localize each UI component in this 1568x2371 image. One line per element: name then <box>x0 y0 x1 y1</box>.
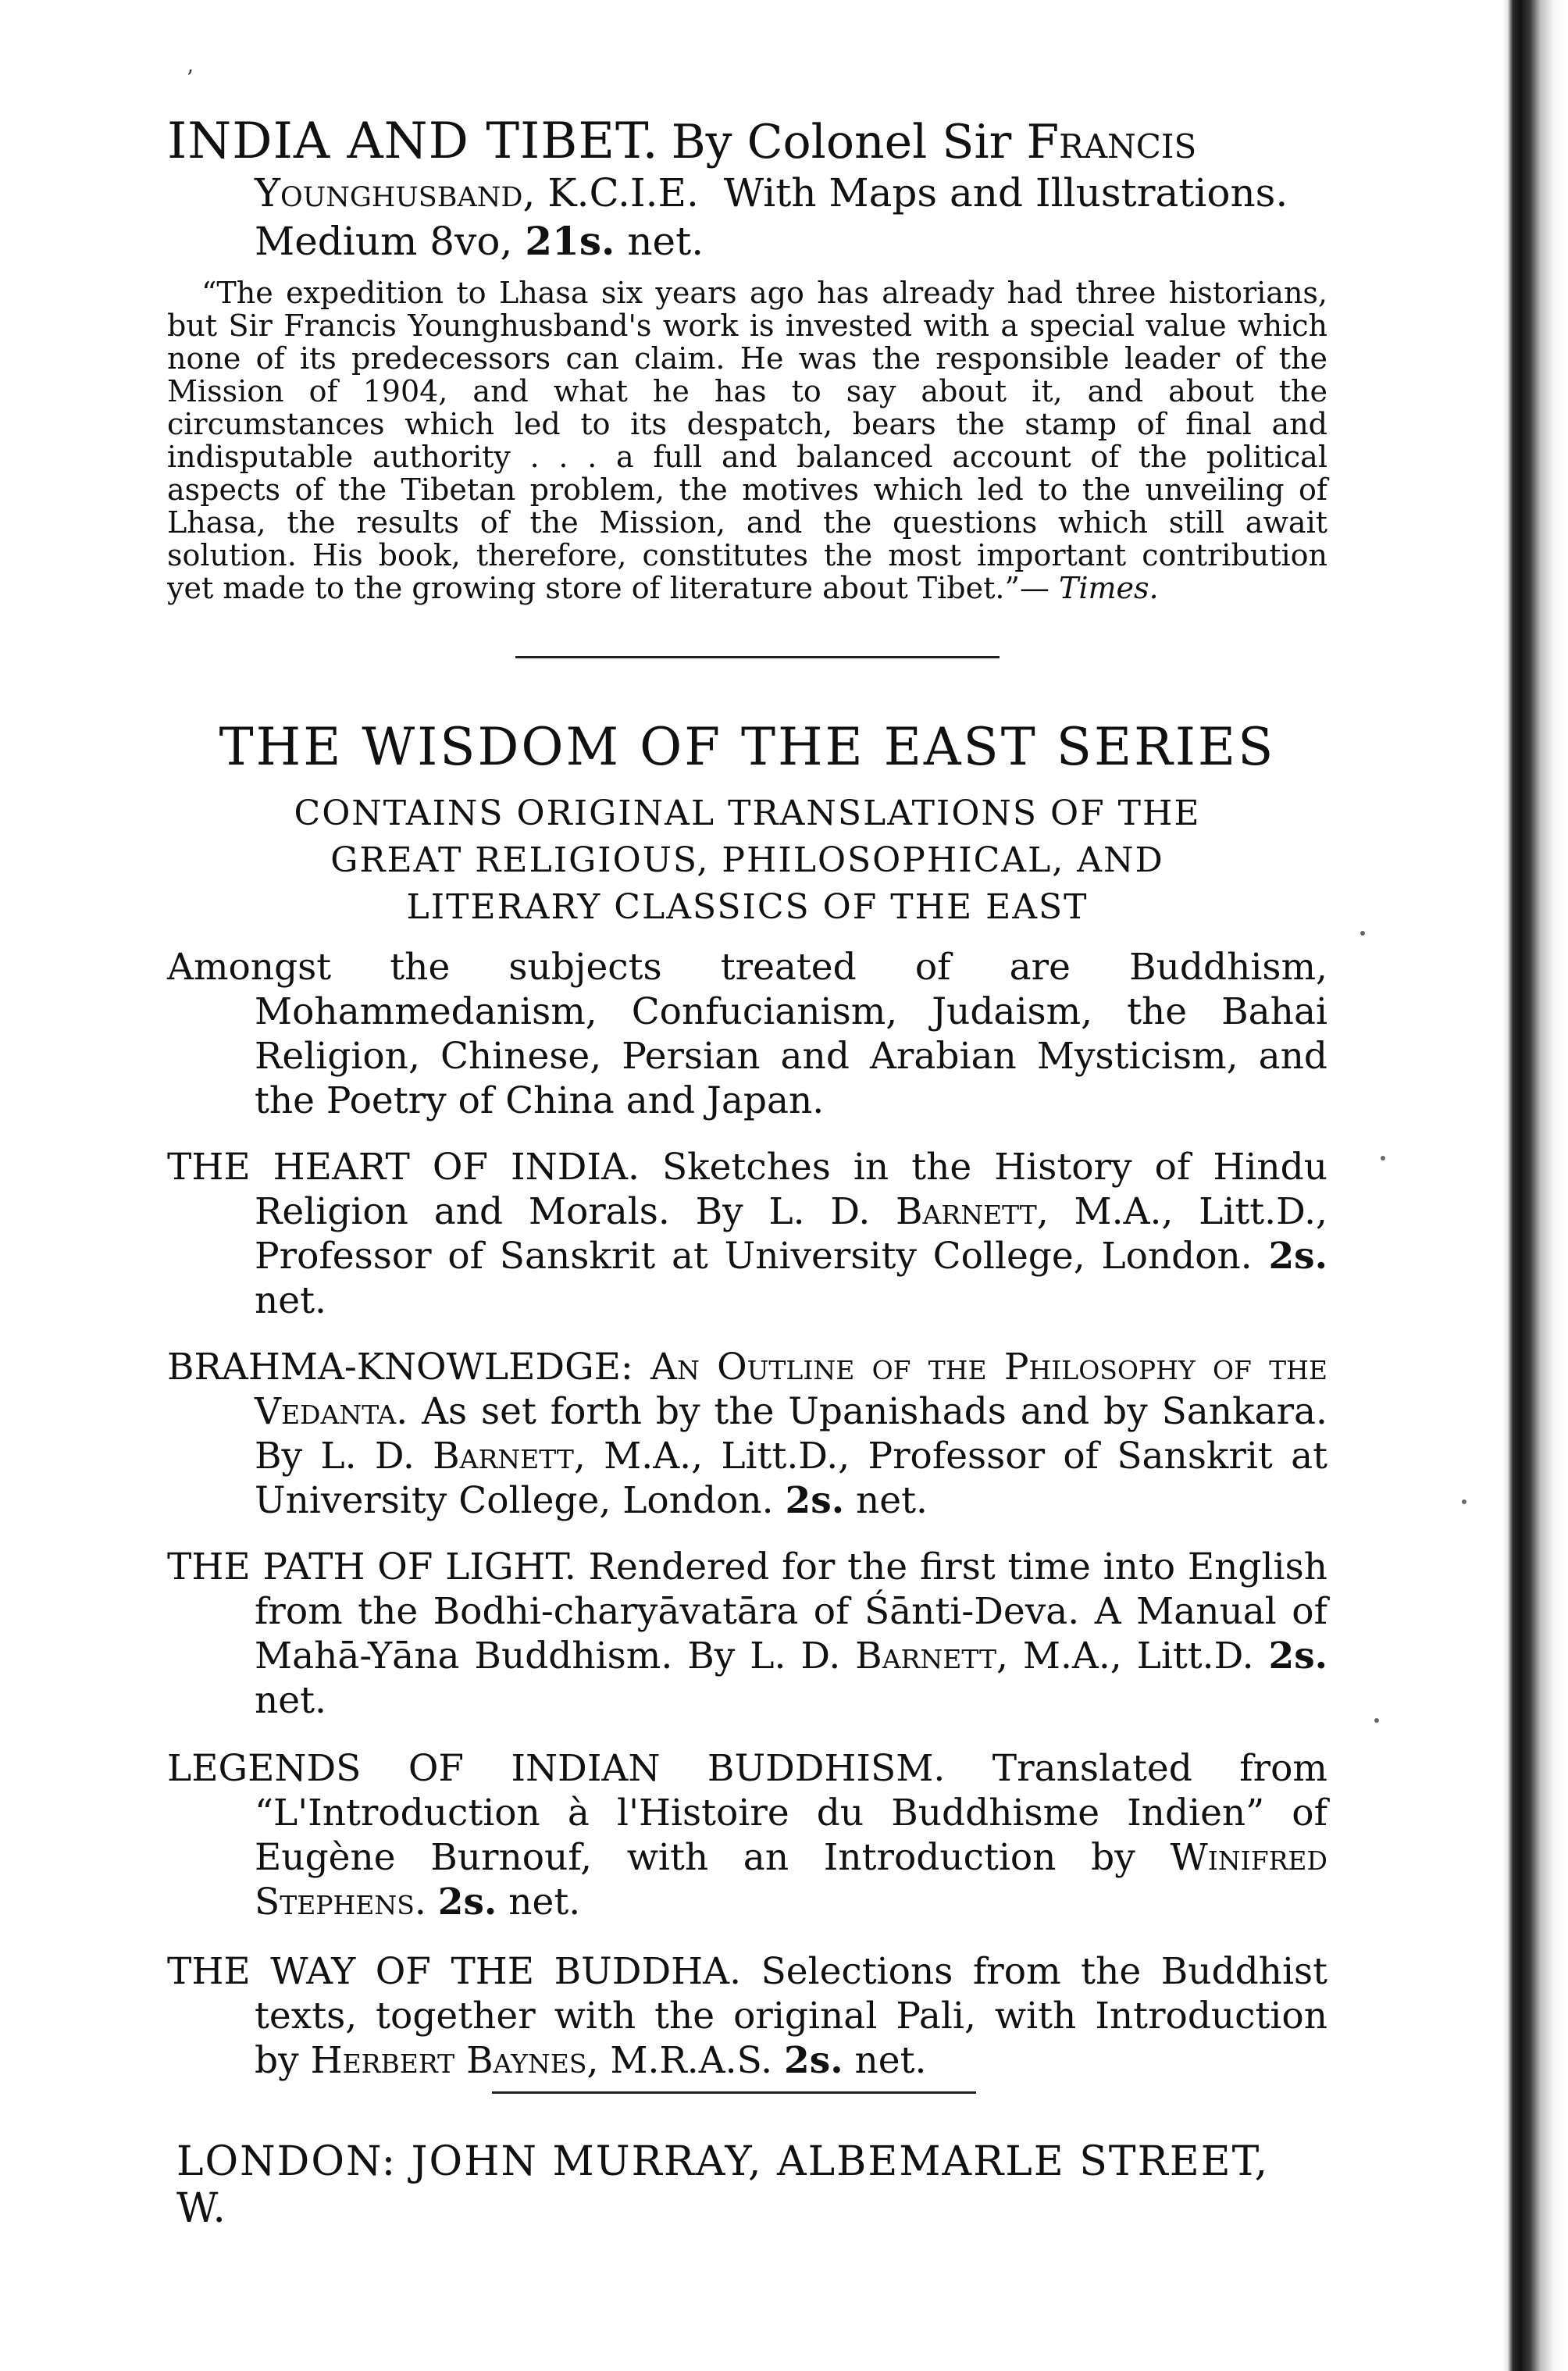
book-entry-text: LEGENDS OF INDIAN BUDDHISM. Translated from “L'Introduction à l'Histoire du Buddhisme Indien” of Eugène Burnouf, with an Introduction by Winifred Stephens. 2s. net. <box>167 1747 1327 1924</box>
india-tibet-heading: INDIA AND TIBET. By Colonel Sir Francis Younghusband, K.C.I.E. With Maps and Illustrations. Medium 8vo, 21s. net. <box>167 112 1288 264</box>
author-name-cont: Younghusband, <box>255 170 536 216</box>
book-entry-text: THE WAY OF THE BUDDHA. Selections from the Buddhist texts, together with the original Pali, with Introduction by Herbert Baynes, M.R.A.S. 2s. net. <box>167 1950 1327 2082</box>
book-title: LEGENDS OF INDIAN BUDDHISM. <box>167 1747 946 1790</box>
author-name: L. D. Barnett, <box>768 1190 1049 1233</box>
speck <box>1462 1499 1466 1504</box>
series-description: Amongst the subjects treated of are Buddhism, Mohammedanism, Confucianism, Judaism, the Bahai Religion, Chinese, Persian and Arabian Mysticism, and the Poetry of China and Japan. <box>167 946 1327 1122</box>
stray-mark: ʼ <box>186 66 193 91</box>
book-entry-text: THE PATH OF LIGHT. Rendered for the first time into English from the Bodhi-charyāvatāra of Śānti-Deva. A Manual of Mahā-Yāna Buddhism. By L. D. Barnett, M.A., Litt.D. 2s. net. <box>167 1546 1328 1722</box>
author-name: L. D. Barnett, <box>750 1635 1008 1678</box>
series-subtitle-line: GREAT RELIGIOUS, PHILOSOPHICAL, AND <box>330 840 1164 880</box>
book-entry-path-of-light <box>167 1545 1327 1723</box>
divider-rule <box>492 2091 976 2094</box>
author-name: Herbert Baynes, <box>310 2039 599 2082</box>
book-title: THE HEART OF INDIA. <box>167 1146 640 1189</box>
book-title: BRAHMA-KNOWLEDGE: <box>167 1346 651 1389</box>
book-entry-brahma-knowledge <box>167 1345 1327 1523</box>
price: 2s. <box>785 1479 845 1522</box>
book-title: INDIA AND TIBET. <box>167 112 659 170</box>
book-title: THE PATH OF LIGHT. <box>167 1546 576 1588</box>
author-name: Francis <box>1026 115 1197 169</box>
price: 21s. <box>525 218 615 264</box>
author-name: Winifred Stephens. <box>255 1836 1327 1924</box>
review-source: Times. <box>1058 571 1159 605</box>
book-entry-text: BRAHMA-KNOWLEDGE: An Outline of the Philosophy of the Vedanta. As set forth by the Upanishads and by Sankara. By L. D. Barnett, M.A., Litt.D., Professor of Sanskrit at University College, London. 2s. net. <box>167 1346 1328 1522</box>
india-tibet-entry <box>167 112 1327 605</box>
book-entry-heart-of-india <box>167 1145 1327 1323</box>
speck <box>1374 1718 1379 1723</box>
series-title: THE WISDOM OF THE EAST SERIES <box>219 717 1276 777</box>
book-title: THE WAY OF THE BUDDHA. <box>167 1950 742 1993</box>
series-subtitle-line: LITERARY CLASSICS OF THE EAST <box>406 887 1089 927</box>
price: 2s. <box>437 1881 497 1924</box>
speck <box>1360 931 1365 936</box>
book-spine-edge <box>1502 0 1568 2371</box>
speck <box>1381 1156 1385 1161</box>
divider-rule <box>515 656 1000 658</box>
publisher-imprint: LONDON: JOHN MURRAY, ALBEMARLE STREET, W. <box>176 2138 1270 2232</box>
book-entry-way-of-buddha <box>167 1949 1327 2083</box>
price: 2s. <box>784 2039 843 2082</box>
book-entry-legends <box>167 1746 1327 1924</box>
author-name: L. D. Barnett, <box>320 1435 586 1478</box>
book-entry-text: THE HEART OF INDIA. Sketches in the History of Hindu Religion and Morals. By L. D. Barnett, M.A., Litt.D., Professor of Sanskrit at University College, London. 2s. net. <box>167 1146 1327 1322</box>
price: 2s. <box>1268 1235 1327 1278</box>
price: 2s. <box>1268 1635 1328 1678</box>
series-subtitle-line: CONTAINS ORIGINAL TRANSLATIONS OF THE <box>294 793 1201 833</box>
review-quote: “The expedition to Lhasa six years ago has already had three historians, but Sir Francis Younghusband's work is invested with a special value which none of its predecessors can claim. He was the responsible leader of the Mission of 1904, and what he has to say about it, and about the circumstances which led to its despatch, bears the stamp of final and indisputable authority . . . a full and balanced account of the political aspects of the Tibetan problem, the motives which led to the unveiling of Lhasa, the results of the Mission, and the questions which still await solution. His book, therefore, constitutes the most important contribution yet made to the growing store of literature about Tibet.”— Times. <box>167 276 1327 605</box>
